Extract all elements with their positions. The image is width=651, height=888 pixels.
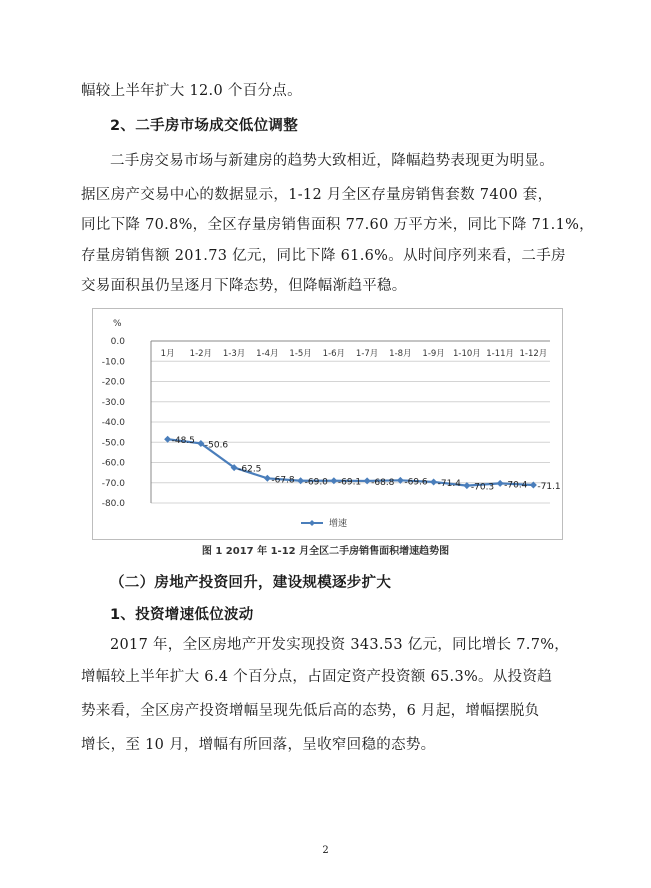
x-tick-label: 1-9月 [422, 349, 445, 359]
text-line-1: 幅较上半年扩大 12.0 个百分点。 [81, 83, 302, 99]
y-tick-label: -30.0 [101, 397, 125, 408]
x-tick-label: 1-7月 [355, 349, 379, 359]
text-line-3: 二手房交易市场与新建房的趋势大致相近，降幅趋势表现更为明显。 [110, 153, 554, 169]
y-tick-label: -60.0 [101, 458, 125, 469]
y-axis-unit: % [113, 319, 122, 329]
text-line-10: 2017 年，全区房地产开发实现投资 343.53 亿元，同比增长 7.7%， [110, 637, 570, 653]
data-point [264, 475, 271, 482]
section-heading-secondhand: 2、二手房市场成交低位调整 [110, 118, 298, 134]
text-line-11: 增幅较上半年扩大 6.4 个百分点，占固定资产投资额 65.3%。从投资趋 [81, 669, 553, 685]
data-label: -71.1 [537, 481, 561, 492]
legend-marker [309, 520, 315, 526]
y-tick-label: -70.0 [101, 478, 125, 489]
data-label: -69.1 [337, 477, 362, 488]
data-label: -48.5 [171, 436, 195, 447]
data-label: -50.6 [204, 440, 229, 451]
x-tick-label: 1-10月 [452, 349, 481, 359]
y-tick-label: -40.0 [101, 418, 125, 428]
text-line-12: 势来看，全区房产投资增幅呈现先低后高的态势，6 月起，增幅摆脱负 [81, 703, 540, 719]
data-label: -69.6 [404, 477, 428, 488]
x-tick-label: 1-6月 [322, 349, 346, 359]
y-tick-label: 0.0 [110, 337, 125, 347]
data-label: -68.8 [371, 477, 395, 488]
data-point [497, 480, 504, 487]
data-label: -67.8 [271, 475, 295, 486]
line-chart [93, 309, 564, 541]
x-tick-label: 1-12月 [519, 349, 548, 359]
x-tick-label: 1-4月 [256, 349, 279, 359]
text-line-6: 存量房销售额 201.73 亿元，同比下降 61.6%。从时间序列来看，二手房 [81, 248, 566, 264]
page-number: 2 [322, 845, 329, 856]
data-label: -71.4 [437, 478, 461, 489]
figure-caption: 图 1 2017 年 1-12 月全区二手房销售面积增速趋势图 [201, 546, 450, 557]
text-line-5: 同比下降 70.8%，全区存量房销售面积 77.60 万平方米，同比下降 71.1%， [81, 217, 594, 233]
data-label: -69.0 [304, 477, 328, 488]
data-point [364, 477, 371, 484]
x-tick-label: 1-3月 [222, 349, 246, 359]
y-tick-label: -80.0 [101, 499, 125, 509]
x-tick-label: 1-5月 [289, 349, 312, 359]
x-tick-label: 1-8月 [389, 349, 412, 359]
data-label: -62.5 [238, 464, 262, 475]
text-line-7: 交易面积虽仍呈逐月下降态势，但降幅渐趋平稳。 [81, 278, 407, 294]
section-heading-investment: （二）房地产投资回升，建设规模逐步扩大 [110, 575, 392, 591]
y-tick-label: -10.0 [101, 357, 125, 368]
text-line-13: 增长，至 10 月，增幅有所回落，呈收窄回稳的态势。 [81, 737, 436, 753]
subheading-investment-growth: 1、投资增速低位波动 [110, 607, 254, 623]
x-tick-label: 1-2月 [189, 349, 213, 359]
y-tick-label: -50.0 [101, 438, 125, 449]
data-point [164, 436, 171, 443]
chart-container [92, 308, 563, 540]
y-tick-label: -20.0 [101, 377, 125, 388]
legend-label: 增速 [329, 519, 348, 529]
data-point [430, 478, 437, 485]
x-tick-label: 1-11月 [486, 349, 515, 359]
text-line-4: 据区房产交易中心的数据显示，1-12 月全区存量房销售套数 7400 套， [81, 187, 553, 203]
x-tick-label: 1月 [160, 349, 175, 359]
data-label: -70.3 [470, 482, 495, 493]
data-label: -70.4 [504, 480, 528, 491]
